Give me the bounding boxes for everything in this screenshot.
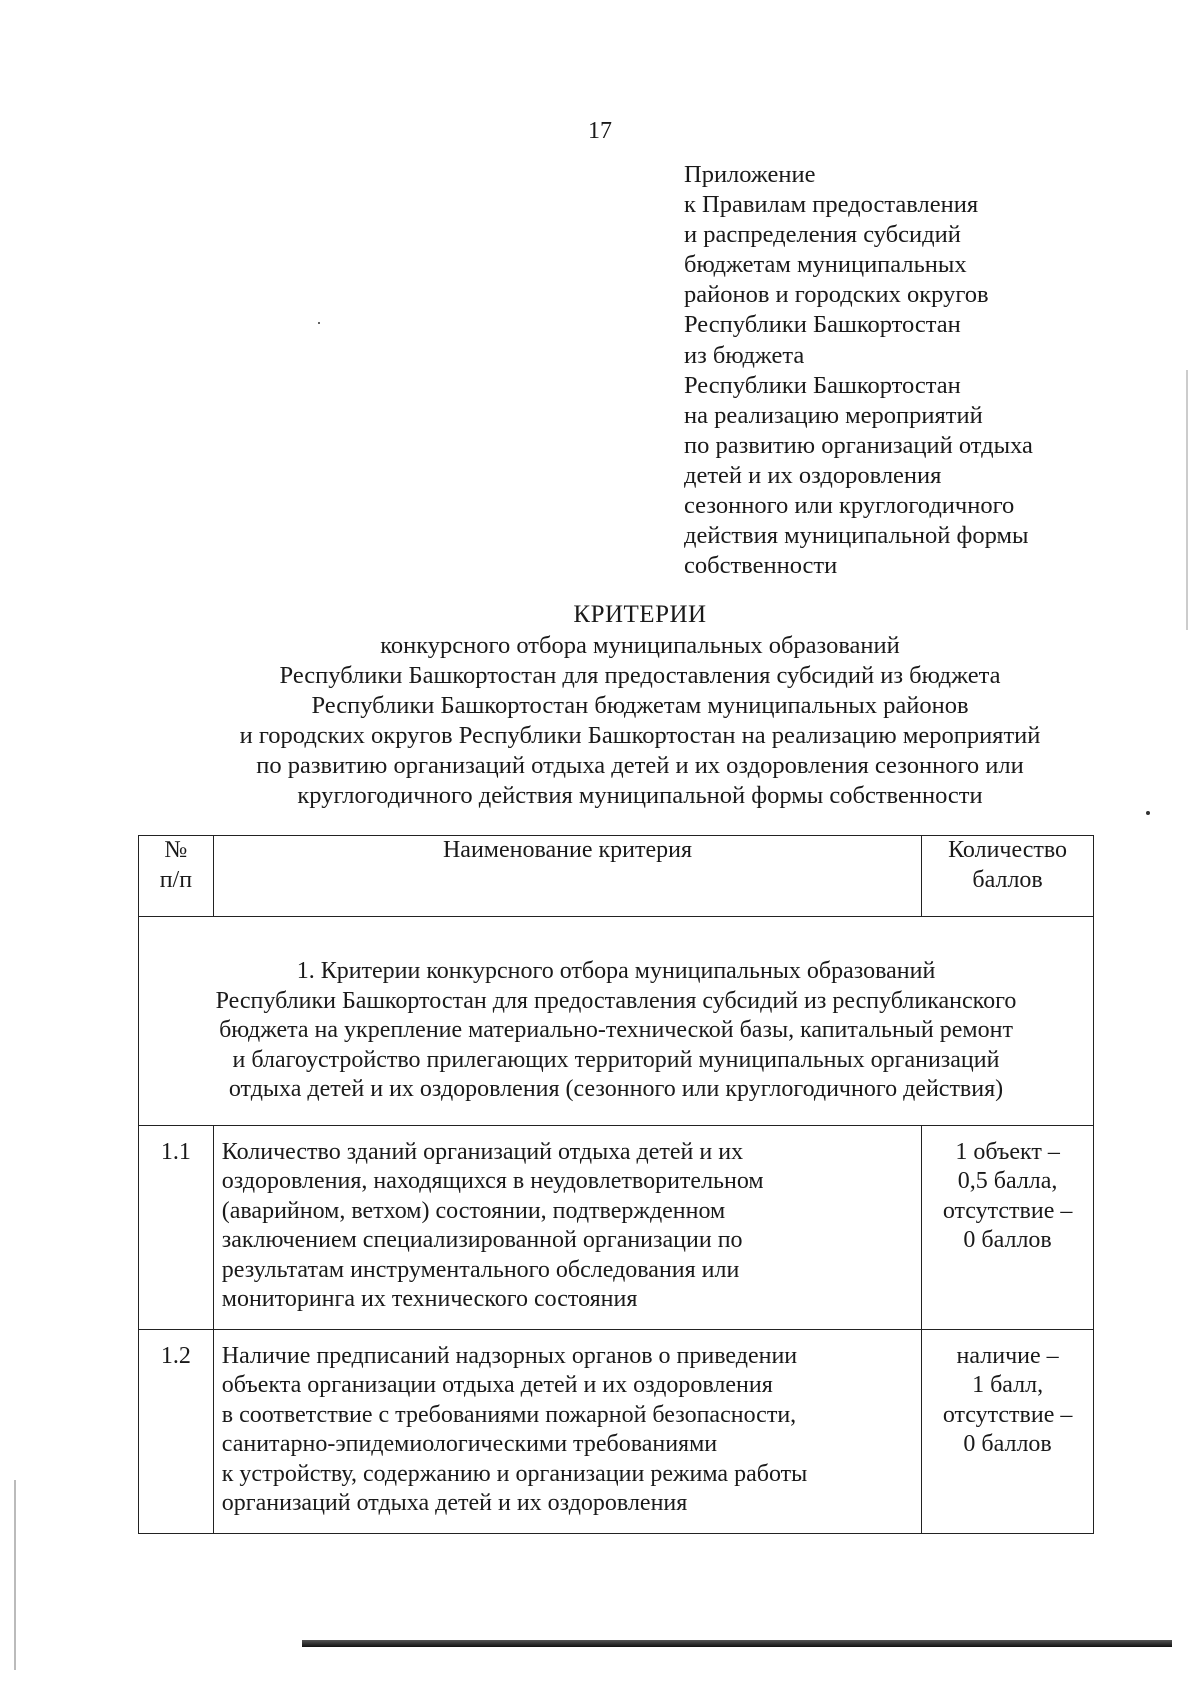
header-number (139, 836, 214, 917)
section-line: бюджета на укрепление материально-технической базы, капитальный ремонт (219, 1017, 1013, 1043)
criterion-name (213, 1125, 921, 1329)
appendix-line: детей и их оздоровления (684, 461, 942, 489)
header-points-line: Количество (948, 837, 1068, 863)
header-points (922, 836, 1094, 917)
subtitle-line: по развитию организаций отдыха детей и их оздоровления сезонного или (256, 752, 1024, 779)
points-line: 0 баллов (963, 1227, 1052, 1253)
criterion-name (213, 1329, 921, 1533)
criterion-line: к устройству, содержанию и организации режима работы (221, 1460, 808, 1487)
criterion-line: санитарно-эпидемиологическими требованиями (221, 1431, 718, 1457)
scan-speck (318, 322, 320, 324)
section-line: Республики Башкортостан для предоставления субсидий из республиканского (215, 987, 1017, 1014)
appendix-line: собственности (684, 552, 838, 580)
header-criterion-name: Наименование критерия (213, 836, 921, 917)
criterion-line: в соответствие с требованиями пожарной безопасности, (221, 1401, 797, 1428)
criterion-line: заключением специализированной организации по (221, 1227, 743, 1253)
subtitle-line: круглогодичного действия муниципальной формы собственности (297, 782, 983, 809)
appendix-line: действия муниципальной формы (684, 522, 1029, 550)
criterion-line: (аварийном, ветхом) состоянии, подтвержденном (221, 1197, 726, 1224)
criterion-line: организаций отдыха детей и их оздоровления (221, 1490, 688, 1516)
section-line: 1. Критерии конкурсного отбора муниципальных образований (296, 958, 936, 984)
page-number: 17 (588, 118, 612, 144)
criterion-line: Количество зданий организаций отдыха детей и их (221, 1138, 744, 1165)
points-line: 1 балл, (972, 1372, 1044, 1398)
scan-edge-shadow (14, 1480, 16, 1670)
scan-speck (1146, 811, 1150, 815)
points-line: наличие – (956, 1342, 1059, 1369)
appendix-line: бюджетам муниципальных (684, 251, 967, 279)
criterion-points (922, 1125, 1094, 1329)
subtitle-line: Республики Башкортостан для предоставления субсидий из бюджета (279, 662, 1001, 689)
table-row (139, 1329, 1094, 1533)
appendix-line: на реализацию мероприятий (684, 401, 983, 429)
section-line: отдыха детей и их оздоровления (сезонного или круглогодичного действия) (228, 1076, 1004, 1102)
table-row (139, 1125, 1094, 1329)
points-line: 1 объект – (955, 1138, 1060, 1165)
subtitle-line: Республики Башкортостан бюджетам муниципальных районов (311, 692, 969, 719)
section-heading-row (139, 917, 1094, 1126)
criterion-line: мониторинга их технического состояния (221, 1286, 638, 1312)
criterion-line: оздоровления, находящихся в неудовлетворительном (221, 1168, 764, 1194)
row-number: 1.2 (139, 1329, 214, 1533)
table-header-row (139, 836, 1094, 917)
document-title: КРИТЕРИИ (573, 601, 707, 628)
points-line: отсутствие – (942, 1197, 1073, 1224)
appendix-line: из бюджета (684, 341, 805, 369)
points-line: отсутствие – (942, 1401, 1073, 1428)
bottom-scan-rule (302, 1640, 1172, 1647)
criterion-points (922, 1329, 1094, 1533)
section-heading (139, 917, 1094, 1126)
appendix-line: Республики Башкортостан (684, 311, 961, 339)
criterion-line: Наличие предписаний надзорных органов о приведении (221, 1342, 798, 1369)
appendix-line: Республики Башкортостан (684, 371, 961, 399)
points-line: 0,5 балла, (957, 1168, 1058, 1194)
appendix-line: по развитию организаций отдыха (684, 431, 1033, 459)
header-points-line: баллов (972, 866, 1043, 893)
scan-edge-shadow (1186, 370, 1188, 630)
appendix-line: районов и городских округов (684, 281, 989, 309)
appendix-line: и распределения субсидий (684, 221, 961, 249)
appendix-line: сезонного или круглогодичного (684, 492, 1015, 520)
appendix-line: Приложение (684, 161, 816, 188)
subtitle-line: и городских округов Республики Башкортостан на реализацию мероприятий (239, 722, 1041, 749)
criterion-line: объекта организации отдыха детей и их оздоровления (221, 1372, 773, 1398)
criterion-line: результатам инструментального обследования или (221, 1256, 740, 1283)
section-line: и благоустройство прилегающих территорий муниципальных организаций (232, 1046, 1000, 1073)
row-number: 1.1 (139, 1125, 214, 1329)
header-number-line: № (164, 837, 188, 863)
header-number-line: п/п (159, 866, 193, 893)
appendix-header (684, 160, 1104, 581)
criteria-table (138, 835, 1094, 1534)
subtitle-line: конкурсного отбора муниципальных образований (380, 632, 900, 659)
document-title-block (140, 600, 1140, 811)
points-line: 0 баллов (963, 1431, 1052, 1457)
appendix-line: к Правилам предоставления (684, 191, 979, 219)
